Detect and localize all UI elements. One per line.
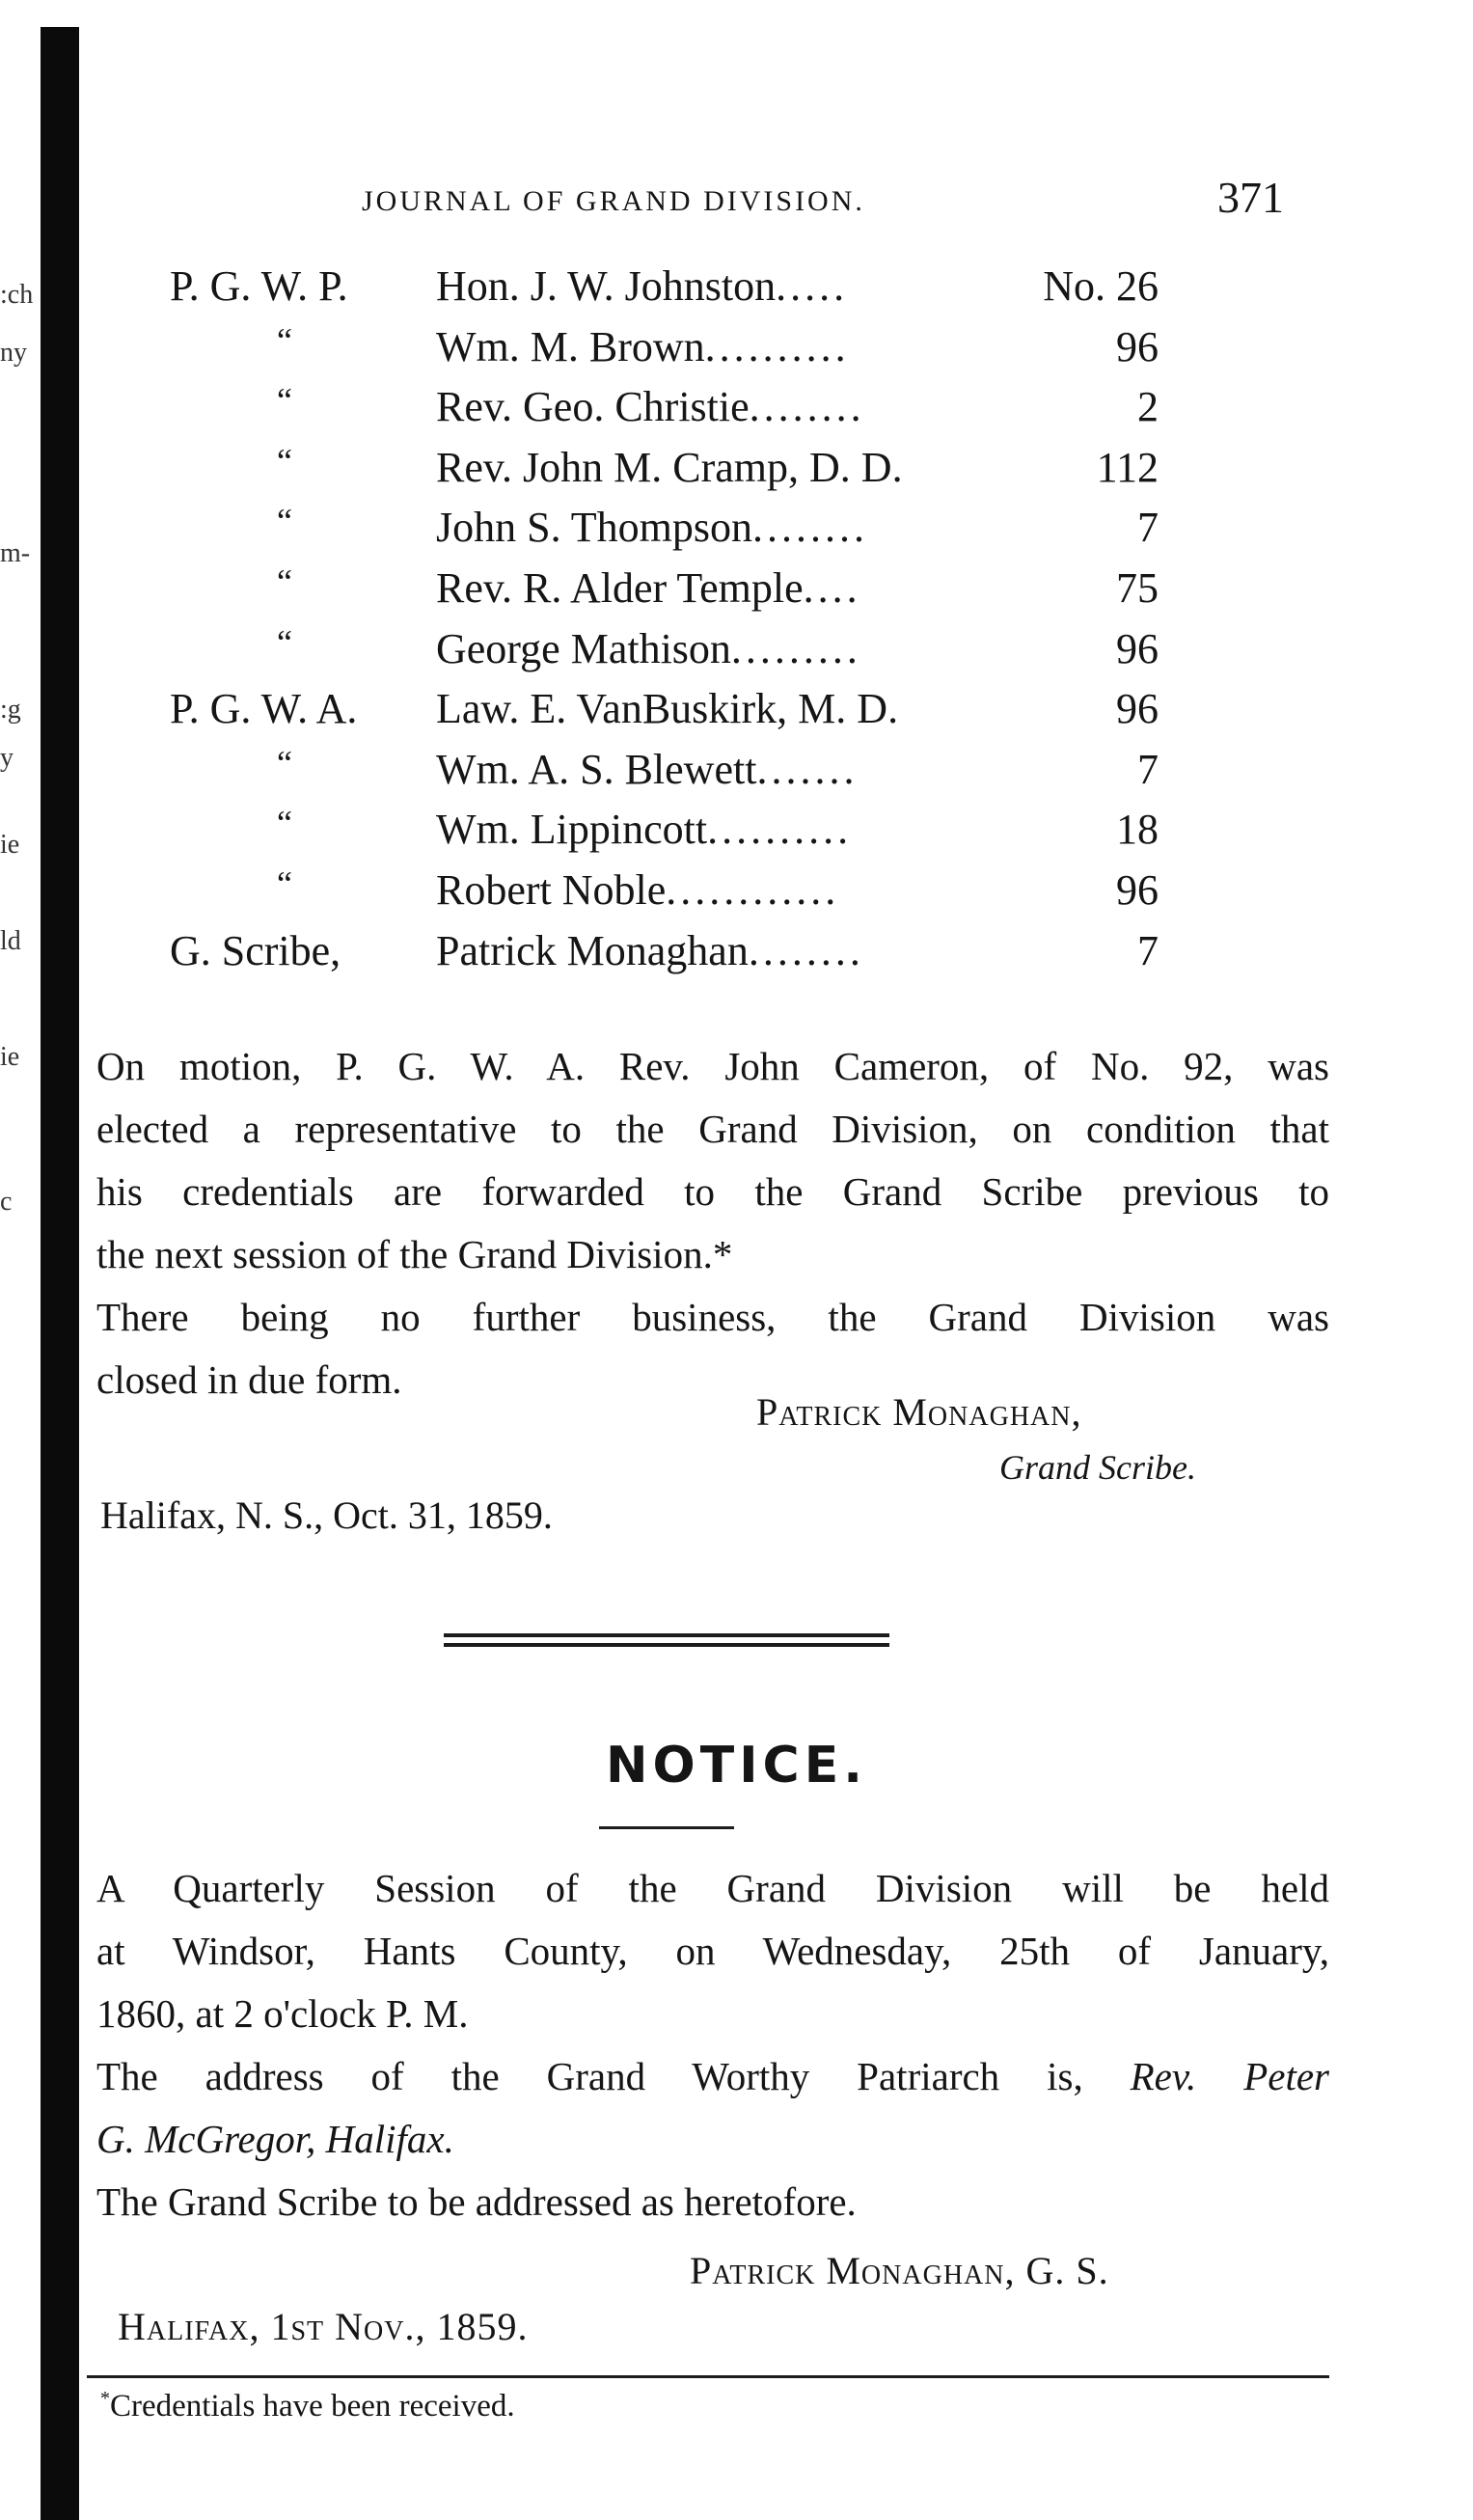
section-divider [444, 1633, 889, 1647]
officer-name [436, 624, 861, 673]
officer-name-text: Law. E. VanBuskirk, M. D. [436, 685, 899, 733]
officer-row [0, 920, 1473, 981]
division-number: 18 [1116, 806, 1159, 854]
text-line: at Windsor, Hants County, on Wednesday, 25th of January, [96, 1929, 1329, 1973]
adjacent-page-fragment: y [0, 743, 14, 773]
signature-title: Grand Scribe. [999, 1448, 1196, 1487]
address-prefix: The address of the Grand Worthy Patriarch is, [96, 2054, 1083, 2098]
division-number: 7 [1137, 504, 1159, 552]
text-line: his credentials are forwarded to the Grand Scribe previous to [96, 1169, 1329, 1214]
officer-row [0, 376, 1473, 437]
motion-paragraph [96, 1035, 1329, 1286]
ditto-mark: “ [277, 381, 292, 421]
officer-name [436, 382, 865, 431]
address-paragraph [96, 2045, 1329, 2171]
division-number: 96 [1116, 322, 1159, 370]
ditto-mark: “ [277, 562, 292, 601]
officer-title: P. G. W. P. [170, 262, 348, 310]
dot-leader: ........ [748, 926, 864, 974]
officer-row [0, 497, 1473, 558]
officer-row [0, 618, 1473, 679]
signature-name: Patrick Monaghan, [756, 1390, 1082, 1434]
address-line [96, 2045, 1329, 2108]
division-number: 7 [1137, 926, 1159, 974]
officer-name [436, 684, 898, 733]
officer-name [436, 443, 903, 492]
officer-name [436, 261, 848, 311]
running-head: JOURNAL OF GRAND DIVISION. [362, 185, 865, 217]
footnote [100, 2388, 515, 2424]
officer-name-text: Wm. Lippincott [436, 806, 708, 854]
division-number: 2 [1137, 383, 1159, 431]
division-number: 96 [1116, 624, 1159, 672]
officer-row [0, 558, 1473, 618]
dot-leader: ......... [730, 624, 861, 672]
text-line: There being no further business, the Grand Division was [96, 1295, 1329, 1339]
division-number: 75 [1116, 563, 1159, 612]
notice-dateline: Halifax, 1st Nov., 1859. [118, 2305, 529, 2348]
officer-row [0, 256, 1473, 316]
page-header [0, 172, 1473, 220]
dot-leader: ........ [752, 504, 869, 552]
dot-leader: ............ [666, 865, 840, 914]
address-line [96, 2108, 1329, 2171]
officer-row [0, 437, 1473, 498]
adjacent-page-fragment: :g [0, 695, 21, 725]
ditto-mark: “ [277, 441, 292, 480]
adjacent-page-fragment: ld [0, 926, 21, 956]
officer-row [0, 316, 1473, 377]
officer-name-text: John S. Thompson [436, 504, 753, 552]
adjacent-page-fragment: m- [0, 538, 31, 568]
footnote-text: Credentials have been received. [110, 2389, 515, 2424]
dot-leader: ....... [756, 745, 859, 793]
officers-list [0, 256, 1473, 980]
text-line: 1860, at 2 o'clock P. M. [96, 1991, 469, 2036]
division-number: No. 26 [1043, 262, 1159, 310]
address-name-part-2: G. McGregor, Halifax. [96, 2117, 454, 2161]
scribe-paragraph [96, 2171, 1329, 2233]
text-line: closed in due form. [96, 1357, 402, 1402]
ditto-mark: “ [277, 804, 292, 843]
adjacent-page-fragment: ny [0, 338, 27, 368]
division-number: 112 [1096, 443, 1159, 491]
officer-name [436, 745, 858, 794]
notice-underline [599, 1826, 734, 1829]
officer-row [0, 860, 1473, 920]
officer-name-text: Patrick Monaghan [436, 926, 749, 974]
text-line: A Quarterly Session of the Grand Division will be held [96, 1866, 1329, 1910]
officer-row [0, 678, 1473, 739]
session-paragraph [96, 1857, 1329, 2045]
officer-name-text: George Mathison [436, 624, 731, 672]
footnote-mark: * [100, 2388, 110, 2409]
officer-name [436, 503, 868, 552]
dot-leader: .......... [704, 322, 850, 370]
officer-name-text: Wm. A. S. Blewett [436, 745, 757, 793]
officer-name-text: Robert Noble [436, 865, 667, 914]
dateline [100, 1493, 553, 1538]
officer-row [0, 799, 1473, 860]
dot-leader: ..... [776, 262, 849, 310]
text-line: elected a representative to the Grand Division, on condition that [96, 1107, 1329, 1151]
text-line: On motion, P. G. W. A. Rev. John Cameron, of No. 92, was [96, 1044, 1329, 1088]
officer-name-text: Wm. M. Brown [436, 322, 705, 370]
officer-name-text: Hon. J. W. Johnston [436, 262, 777, 310]
ditto-mark: “ [277, 743, 292, 782]
dot-leader: .......... [707, 806, 853, 854]
officer-name [436, 322, 850, 371]
officer-name [436, 563, 861, 613]
officer-name [436, 926, 864, 975]
address-name-part-1: Rev. Peter [1130, 2054, 1330, 2098]
footnote-rule [87, 2375, 1329, 2378]
dateline-text: Halifax, N. S., Oct. 31, 1859. [100, 1493, 553, 1537]
officer-name-text: Rev. Geo. Christie [436, 383, 750, 431]
division-number: 96 [1116, 685, 1159, 733]
officer-name-text: Rev. R. Alder Temple [436, 563, 804, 612]
officer-row [0, 739, 1473, 800]
page-number: 371 [1217, 173, 1284, 222]
dot-leader: ........ [749, 383, 865, 431]
officer-name [436, 865, 839, 915]
ditto-mark: “ [277, 622, 292, 662]
adjacent-page-fragment: ie [0, 1042, 20, 1072]
text-line: the next session of the Grand Division.* [96, 1232, 733, 1276]
ditto-mark: “ [277, 863, 292, 903]
officer-name [436, 805, 852, 854]
notice-signature: Patrick Monaghan, G. S. [690, 2249, 1109, 2292]
officer-title: P. G. W. A. [170, 685, 358, 733]
division-number: 7 [1137, 745, 1159, 793]
adjacent-page-fragment: c [0, 1187, 13, 1217]
adjacent-page-fragment: ie [0, 830, 20, 860]
division-number: 96 [1116, 865, 1159, 914]
closing-paragraph [96, 1286, 1329, 1411]
ditto-mark: “ [277, 502, 292, 541]
adjacent-page-fragment: :ch [0, 280, 34, 310]
officer-name-text: Rev. John M. Cramp, D. D. [436, 443, 903, 491]
notice-heading: NOTICE. [606, 1737, 867, 1794]
scribe-line: The Grand Scribe to be addressed as heretofore. [96, 2179, 857, 2224]
officer-title: G. Scribe, [170, 926, 341, 974]
ditto-mark: “ [277, 320, 292, 360]
dot-leader: .... [803, 563, 861, 612]
